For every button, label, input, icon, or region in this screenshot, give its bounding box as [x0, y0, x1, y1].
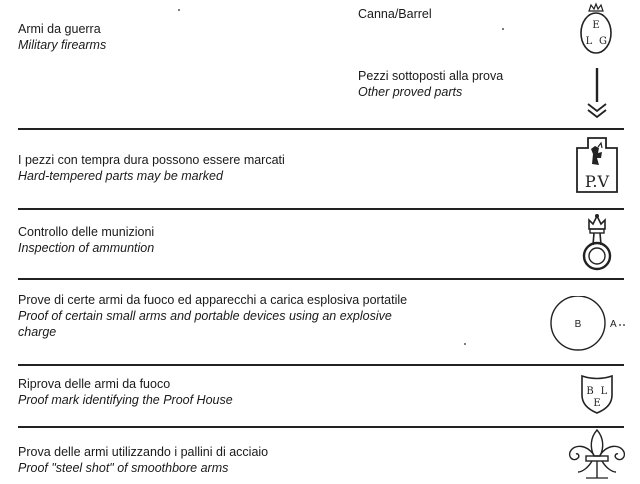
arrow-chevron-mark-icon [584, 66, 610, 122]
circle-b-mark-icon [548, 296, 630, 352]
ble-letter-e: E [593, 398, 601, 409]
divider-1 [18, 128, 624, 130]
elg-oval-crown-mark-icon [578, 2, 614, 56]
other-proved-parts-italian: Pezzi sottoposti alla prova [358, 69, 504, 83]
elg-letter-e: E [592, 20, 600, 31]
elg-letter-g: G [599, 36, 607, 47]
row-explosive-charge-english: Proof of certain small arms and portable devices using an explosive charge [18, 309, 392, 339]
divider-2 [18, 208, 624, 210]
row-military-english: Military firearms [18, 38, 107, 52]
pv-lion-shield-mark-icon [574, 134, 620, 196]
scan-speck [502, 28, 504, 30]
row-proof-house-english: Proof mark identifying the Proof House [18, 393, 233, 407]
row-military-italian: Armi da guerra [18, 22, 101, 36]
barrel-label: Canna/Barrel [358, 7, 432, 21]
ble-letter-b: B [586, 386, 594, 397]
row-steel-shot-english: Proof "steel shot" of smoothbore arms [18, 461, 229, 475]
circle-letter-a: A [610, 319, 617, 330]
pv-letters: P.V [584, 172, 610, 191]
crown-ring-mark-icon [580, 212, 614, 274]
row-proof-house-italian: Riprova delle armi da fuoco [18, 377, 171, 391]
other-proved-parts-english: Other proved parts [358, 85, 463, 99]
scan-speck [178, 9, 180, 11]
row-ammunition-english: Inspection of ammuntion [18, 241, 155, 255]
divider-5 [18, 426, 624, 428]
row-steel-shot-italian: Prova delle armi utilizzando i pallini di acciaio [18, 445, 269, 459]
circle-letter-b: B [574, 319, 582, 330]
ble-shield-mark-icon [580, 373, 614, 415]
row-hard-tempered-english: Hard-tempered parts may be marked [18, 169, 223, 183]
fleur-de-lis-mark-icon [566, 428, 628, 482]
divider-4 [18, 364, 624, 366]
row-explosive-charge-italian: Prove di certe armi da fuoco ed apparecchi a carica esplosiva portatile [18, 293, 408, 307]
scan-speck [464, 343, 466, 345]
row-ammunition-italian: Controllo delle munizioni [18, 225, 155, 239]
ble-letter-l: L [600, 386, 608, 397]
row-hard-tempered-italian: I pezzi con tempra dura possono essere marcati [18, 153, 285, 167]
elg-letter-l: L [585, 36, 593, 47]
divider-3 [18, 278, 624, 280]
